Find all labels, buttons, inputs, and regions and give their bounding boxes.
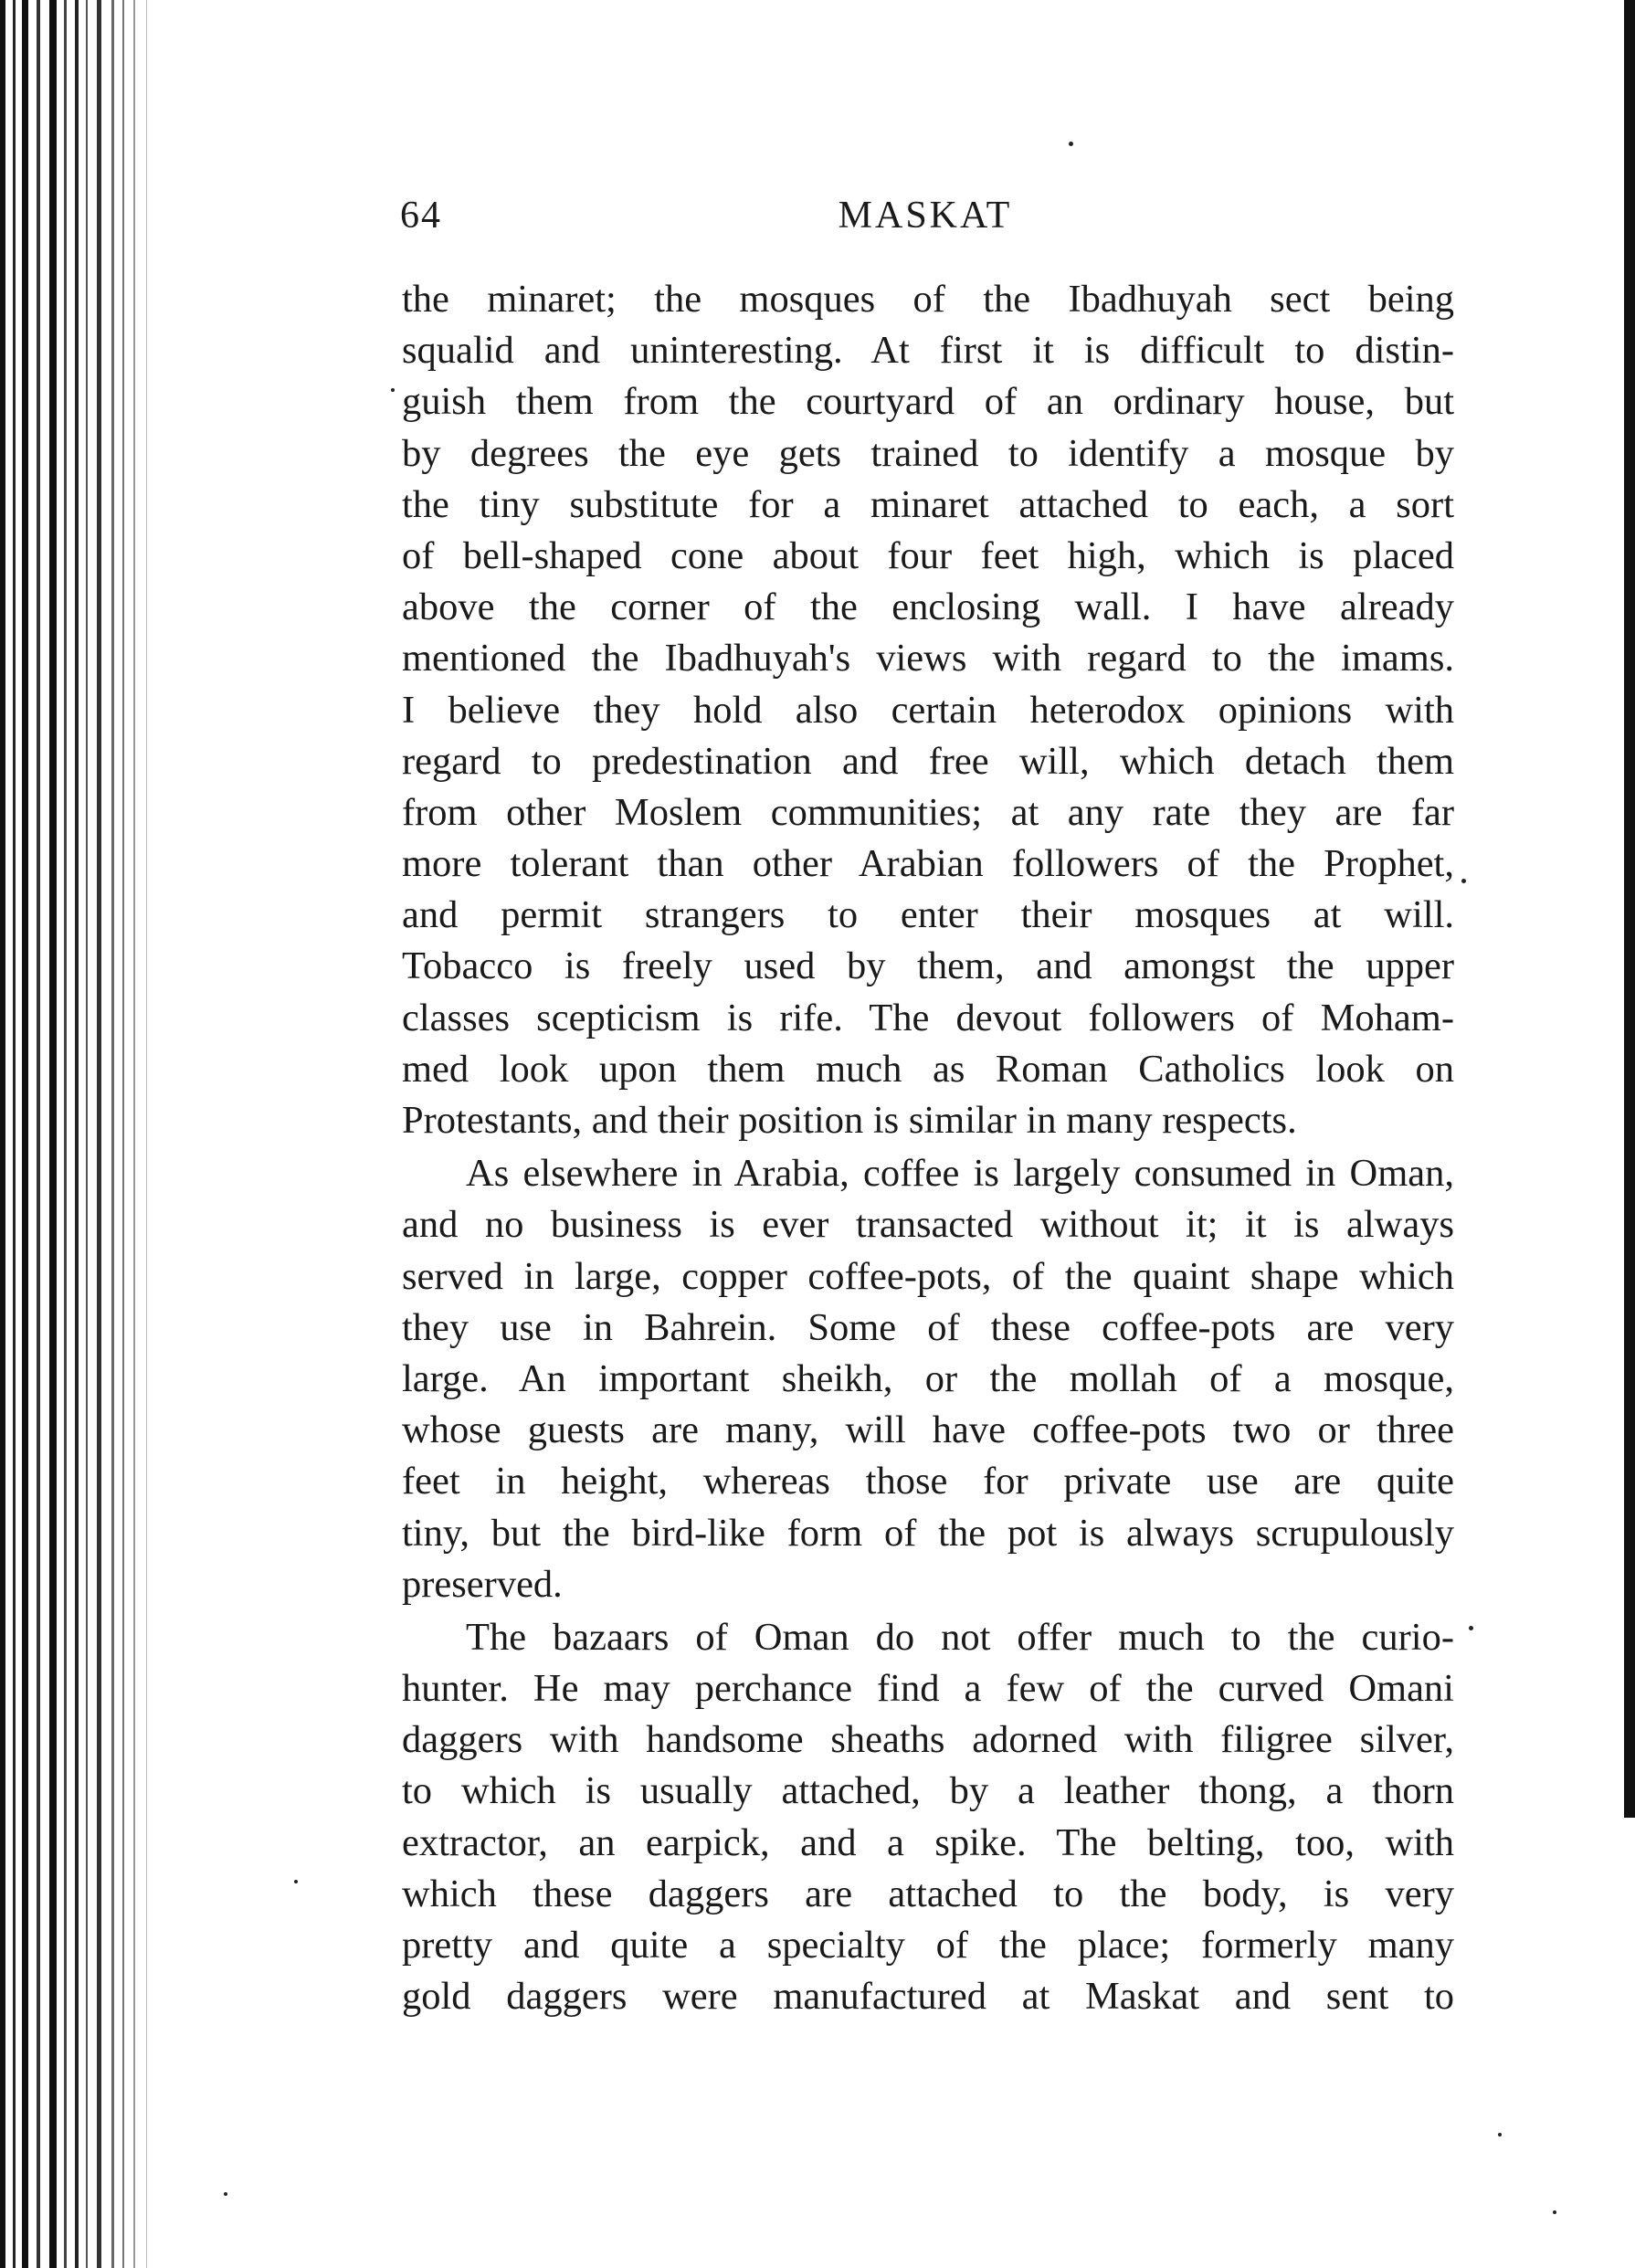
text-line: the minaret; the mosques of the Ibadhuyah sect being bbox=[402, 278, 1454, 321]
text-line: and no business is ever transacted without it; it is always bbox=[402, 1203, 1454, 1247]
scan-speck bbox=[1069, 142, 1073, 146]
text-line: whose guests are many, will have coffee-pots two or three bbox=[402, 1408, 1454, 1452]
text-line: I believe they hold also certain heterodox opinions with bbox=[402, 688, 1454, 732]
text-line: of bell-shaped cone about four feet high, which is placed bbox=[402, 533, 1454, 577]
text-line: from other Moslem communities; at any rate they are far bbox=[402, 790, 1454, 834]
text-line: above the corner of the enclosing wall. I have already bbox=[402, 585, 1454, 629]
scan-speck bbox=[1469, 1626, 1473, 1630]
running-head: MASKAT bbox=[838, 195, 1013, 237]
text-line: pretty and quite a specialty of the place; formerly many bbox=[402, 1924, 1454, 1967]
paragraph bbox=[402, 274, 1454, 1146]
text-line: which these daggers are attached to the body, is very bbox=[402, 1872, 1454, 1915]
text-line: mentioned the Ibadhuyah's views with regard to the imams. bbox=[402, 637, 1454, 680]
scan-speck bbox=[224, 2192, 227, 2196]
text-line: more tolerant than other Arabian followers of the Prophet, bbox=[402, 842, 1454, 886]
text-line: served in large, copper coffee-pots, of the quaint shape which bbox=[402, 1254, 1454, 1298]
binding-edge-shadow bbox=[0, 0, 160, 2268]
body-text bbox=[402, 274, 1454, 2022]
paragraph bbox=[402, 1148, 1454, 1610]
text-line: gold daggers were manufactured at Maskat and sent to bbox=[402, 1975, 1454, 2019]
text-line: feet in height, whereas those for private use are quite bbox=[402, 1460, 1454, 1503]
text-line: Tobacco is freely used by them, and amongst the upper bbox=[402, 944, 1454, 988]
text-line: preserved. bbox=[402, 1562, 563, 1606]
text-line: regard to predestination and free will, which detach them bbox=[402, 739, 1454, 783]
right-edge-shadow bbox=[1622, 0, 1635, 1818]
text-line: large. An important sheikh, or the mollah of a mosque, bbox=[402, 1356, 1454, 1400]
text-line: classes scepticism is rife. The devout followers of Moham- bbox=[402, 996, 1454, 1039]
text-line: tiny, but the bird-like form of the pot is always scrupulously bbox=[402, 1511, 1454, 1555]
text-line: the tiny substitute for a minaret attached to each, a sort bbox=[402, 482, 1454, 526]
text-line: hunter. He may perchance find a few of the curved Omani bbox=[402, 1667, 1454, 1711]
text-line: they use in Bahrein. Some of these coffee-pots are very bbox=[402, 1305, 1454, 1349]
text-line: by degrees the eye gets trained to identify a mosque by bbox=[402, 431, 1454, 475]
text-line: Protestants, and their position is similar in many respects. bbox=[402, 1099, 1297, 1142]
text-line: guish them from the courtyard of an ordinary house, but bbox=[402, 380, 1454, 424]
text-line: squalid and uninteresting. At first it is difficult to distin- bbox=[402, 329, 1454, 373]
scan-speck bbox=[294, 1880, 298, 1883]
page-header bbox=[400, 194, 1450, 248]
paragraph bbox=[402, 1612, 1454, 2023]
page-number: 64 bbox=[400, 195, 442, 237]
text-line: As elsewhere in Arabia, coffee is largely consumed in Oman, bbox=[466, 1152, 1454, 1196]
text-line: and permit strangers to enter their mosques at will. bbox=[402, 893, 1454, 937]
scan-speck bbox=[1498, 2133, 1502, 2136]
text-line: extractor, an earpick, and a spike. The belting, too, with bbox=[402, 1820, 1454, 1864]
scan-speck bbox=[1553, 2210, 1556, 2214]
scan-speck bbox=[1461, 879, 1466, 883]
text-line: daggers with handsome sheaths adorned with filigree silver, bbox=[402, 1718, 1454, 1762]
text-line: The bazaars of Oman do not offer much to the curio- bbox=[466, 1615, 1454, 1659]
text-line: med look upon them much as Roman Catholics look on bbox=[402, 1047, 1454, 1091]
scan-speck bbox=[391, 388, 395, 392]
text-line: to which is usually attached, by a leather thong, a thorn bbox=[402, 1769, 1454, 1813]
